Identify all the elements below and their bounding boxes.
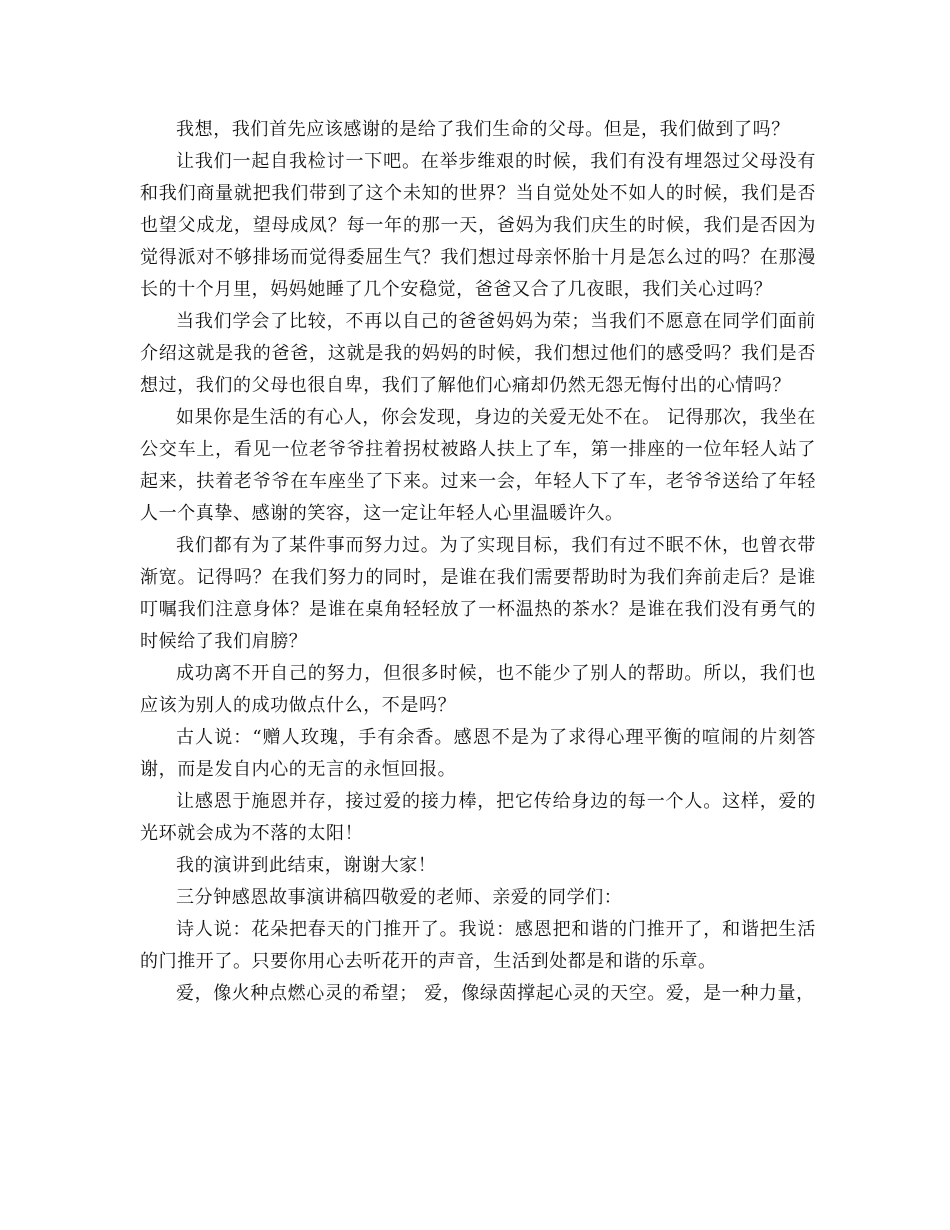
paragraph: 我想，我们首先应该感谢的是给了我们生命的父母。但是，我们做到了吗？	[176, 119, 790, 140]
paragraph: 成功离不开自己的努力，但很多时候，也不能少了别人的帮助。所以，我们也应该为别人的成功做点什么，不是吗？	[140, 663, 816, 716]
paragraph: 爱，像火种点燃心灵的希望； 爱，像绿茵撑起心灵的天空。爱，是一种力量，	[176, 983, 815, 1004]
paragraph: 诗人说：花朵把春天的门推开了。我说：感恩把和谐的门推开了，和谐把生活的门推开了。只要你用心去听花开的声音，生活到处都是和谐的乐章。	[140, 919, 816, 972]
paragraph: 三分钟感恩故事演讲稿四敬爱的老师、亲爱的同学们：	[176, 887, 623, 908]
paragraph: 让感恩于施恩并存，接过爱的接力棒，把它传给身边的每一个人。这样，爱的光环就会成为不落的太阳！	[140, 791, 816, 844]
paragraph: 当我们学会了比较，不再以自己的爸爸妈妈为荣；当我们不愿意在同学们面前介绍这就是我的爸爸，这就是我的妈妈的时候，我们想过他们的感受吗？我们是否想过，我们的父母也很自卑，我们了解他们心痛却仍然无怨无悔付出的心情吗？	[140, 311, 816, 396]
paragraph: 我们都有为了某件事而努力过。为了实现目标，我们有过不眠不休，也曾衣带渐宽。记得吗？在我们努力的同时，是谁在我们需要帮助时为我们奔前走后？是谁叮嘱我们注意身体？是谁在桌角轻轻放了一杯温热的茶水？是谁在我们没有勇气的时候给了我们肩膀？	[140, 535, 816, 652]
paragraph: 我的演讲到此结束，谢谢大家！	[176, 855, 437, 876]
paragraph: 让我们一起自我检讨一下吧。在举步维艰的时候，我们有没有埋怨过父母没有和我们商量就把我们带到了这个未知的世界？当自觉处处不如人的时候，我们是否也望父成龙，望母成凤？每一年的那一天，爸妈为我们庆生的时候，我们是否因为觉得派对不够排场而觉得委屈生气？我们想过母亲怀胎十月是怎么过的吗？在那漫长的十个月里，妈妈她睡了几个安稳觉，爸爸又合了几夜眼，我们关心过吗？	[140, 151, 816, 300]
document-body	[140, 114, 816, 1010]
paragraph: 如果你是生活的有心人，你会发现，身边的关爱无处不在。 记得那次，我坐在公交车上，看见一位老爷爷拄着拐杖被路人扶上了车，第一排座的一位年轻人站了起来，扶着老爷爷在车座坐了下来。过来一会，年轻人下了车，老爷爷送给了年轻人一个真挚、感谢的笑容，这一定让年轻人心里温暖许久。	[140, 407, 816, 524]
paragraph: 古人说：“赠人玫瑰，手有余香。感恩不是为了求得心理平衡的喧闹的片刻答谢，而是发自内心的无言的永恒回报。	[140, 727, 816, 780]
